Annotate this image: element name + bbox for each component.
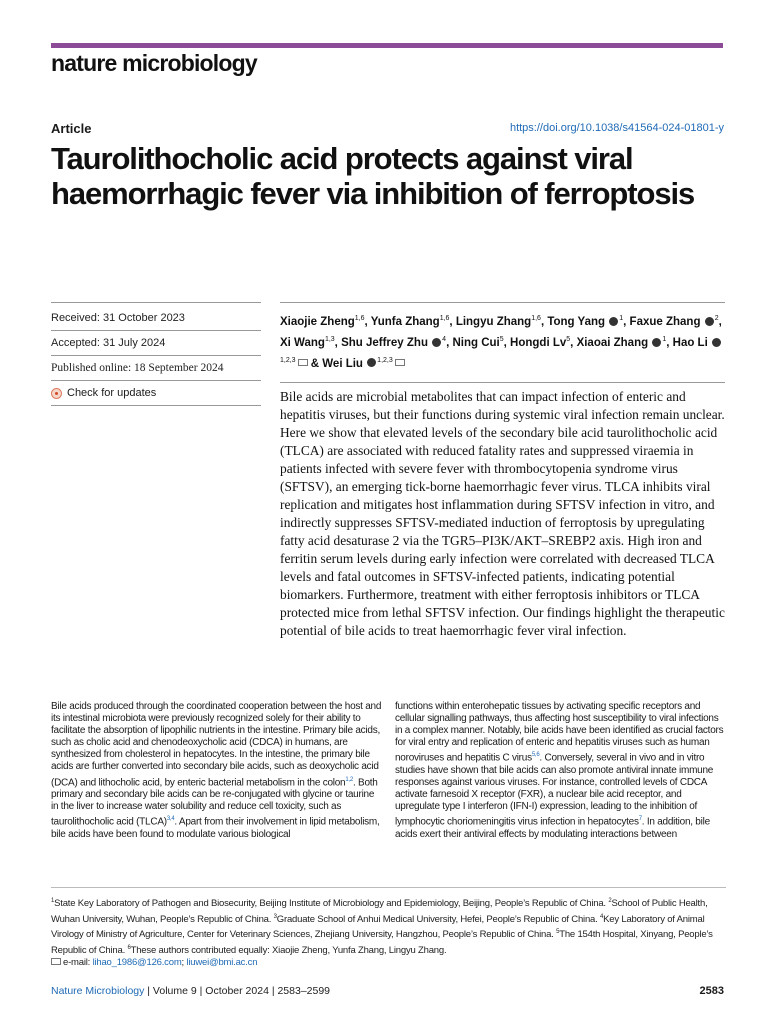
author-affil-sup: 1,6 (439, 315, 450, 322)
author-affil-sup: 1 (619, 315, 624, 322)
divider (51, 887, 726, 888)
footer-volume: | Volume 9 | October 2024 | 2583–2599 (144, 985, 331, 997)
divider (51, 355, 261, 356)
author-name[interactable]: Xiaojie Zheng (280, 315, 355, 328)
author-name[interactable]: Xiaoai Zhang (576, 336, 649, 349)
received-date: Received: 31 October 2023 (51, 312, 185, 324)
author-name[interactable]: Shu Jeffrey Zhu (341, 336, 428, 349)
orcid-icon[interactable] (705, 317, 714, 326)
affil-text: Key Laboratory of Animal Virology of Ministry of Agriculture, Center for Veterinary Sciences, Zhejiang University, Hangzhou, People’s Republic of China. (51, 913, 705, 941)
published-date: Published online: 18 September 2024 (51, 362, 224, 374)
divider (280, 382, 725, 383)
affil-text: State Key Laboratory of Pathogen and Biosecurity, Beijing Institute of Microbiology and Epidemiology, Beijing, People’s Republic of China. (54, 898, 606, 910)
citation-ref[interactable]: 1,2 (345, 776, 353, 783)
author-name[interactable]: Tong Yang (547, 315, 606, 328)
body-text: functions within enterohepatic tissues by activating specific receptors and cellular signalling pathways, thus affecting host susceptibility to viral infections in a complex manner. Notably, bile acids have been identified as crucial factors for viral entry and replication of enteric and hepatitis viruses such as human noroviruses and hepatitis C virus (395, 701, 724, 764)
citation-ref[interactable]: 7 (638, 816, 642, 823)
author-name[interactable]: Hao Li (672, 336, 708, 349)
affil-text: The 154th Hospital, Xinyang, People’s Republic of China. (51, 929, 713, 956)
author-name[interactable]: Faxue Zhang (629, 315, 701, 328)
article-title: Taurolithocholic acid protects against viral haemorrhagic fever via inhibition of ferroptosis (51, 141, 695, 211)
check-updates-button[interactable] (51, 387, 156, 399)
affil-number: 1 (51, 898, 55, 904)
author-affil-sup: 5 (566, 335, 571, 343)
divider (51, 330, 261, 331)
author-name[interactable]: Lingyu Zhang (455, 315, 532, 328)
journal-name: nature microbiology (51, 50, 257, 76)
affil-number: 6 (127, 944, 131, 951)
orcid-icon[interactable] (609, 317, 618, 326)
citation-ref[interactable]: 5,6 (531, 752, 540, 759)
citation-ref[interactable]: 3,4 (166, 816, 175, 823)
email-link[interactable]: liuwei@bmi.ac.cn (186, 957, 258, 969)
body-text: . Conversely, several in vivo and in vitro studies have shown that bile acids can also promote antiviral innate immune responses against various viruses. For instance, controlled levels of CDCA activate farnesoid X receptor (FXR), a nuclear bile acid receptor, and upregulate type I interferon (IFN-I) expression, leading to the inhibition of lymphocytic choriomeningitis virus infection in hepatocytes (395, 752, 714, 828)
page-number: 2583 (699, 985, 724, 997)
body-text: . Both primary and secondary bile acids can be re-conjugated with glycine or taurine in the liver to increase water solubility and reduce cell toxicity, such as taurolithocholic acid (TLCA) (51, 776, 378, 828)
footer-citation (51, 985, 330, 997)
divider (280, 302, 725, 303)
abstract: Bile acids are microbial metabolites that can impact infection of enteric and hepatitis viruses, but their functions during systemic viral infection remain unclear. Here we show that elevated levels of the secondary bile acid taurolithocholic acid (TLCA) are associated with reduced fatality rates and suppressed viraemia in patients infected with severe fever with thrombocytopenia syndrome virus (SFTSV), an emerging tick-borne haemorrhagic fever virus. TLCA inhibits viral replication and mitigates host inflammation during SFTSV infection in vitro, and indirectly suppresses SFTSV-mediated induction of ferroptosis by upregulating fatty acid desaturase 2 via the TGR5–PI3K/AKT–SREBP2 axis. High iron and ferritin serum levels during early infection were correlated with decreased TLCA levels and fatal outcomes in SFTSV-infected patients, indicating potential biomarkers. Furthermore, treatment with either ferroptosis inhibitors or TLCA protected mice from lethal SFTSV infection. Our findings highlight the therapeutic potential of bile acids to treat haemorrhagic fever viral infection. (280, 389, 725, 638)
author-name[interactable]: Yunfa Zhang (370, 315, 440, 328)
divider (51, 380, 261, 381)
article-type: Article (51, 121, 92, 136)
author-name[interactable]: Ning Cui (452, 336, 500, 349)
body-text: . Apart from their involvement in lipid metabolism, bile acids have been found to modulate various biological (51, 816, 380, 840)
email-icon (51, 958, 61, 965)
check-updates-label: Check for updates (67, 387, 157, 399)
author-affil-sup: 1,6 (354, 315, 365, 322)
email-link[interactable]: lihao_1986@126.com (92, 957, 182, 969)
author-list: Xiaojie Zheng$^{1,6}$, Yunfa Zhang$^{1,6}$, Lingyu Zhang$^{1,6}$, Tong Yang $^1$, Faxue Zhang $^2$, Xi Wang$^{1,3}$, Shu Jeffrey Zhu $^4$, Ning Cui$^5$, Hongdi Lv$^5$, Xiaoai Zhang $^1$, Hao Li $^{1,2,3}$ & Wei Liu $^{1,2,3}$ (280, 315, 722, 370)
accepted-date: Accepted: 31 July 2024 (51, 337, 166, 349)
body-text: Bile acids produced through the coordinated cooperation between the host and its intestinal microbiota were previously recognized solely for their ability to facilitate the absorption of lipophilic nutrients in the intestine. Primary bile acids, such as cholic acid and chenodeoxycholic acid (CDCA) in humans, are synthesized from cholesterol in hepatocytes. In the intestine, the primary bile acids are further converted into secondary bile acids, such as deoxycholic acid (DCA) and lithocholic acid, by enteric bacterial metabolism in the colon (51, 701, 382, 788)
affil-text: These authors contributed equally: Xiaojie Zheng, Yunfa Zhang, Lingyu Zhang. (130, 944, 447, 956)
check-updates-icon (51, 388, 62, 399)
author-affil-sup: 2 (714, 315, 719, 322)
affil-text: Graduate School of Anhui Medical University, Hefei, People’s Republic of China. (276, 913, 598, 925)
email-label: e-mail: (63, 957, 91, 969)
affil-number: 5 (556, 929, 560, 936)
author-affil-sup: 1,3 (324, 335, 335, 343)
author-name[interactable]: Hongdi Lv (510, 336, 567, 349)
author-name[interactable]: Xi Wang (280, 336, 325, 349)
divider (51, 405, 261, 406)
header-accent-bar (51, 43, 723, 48)
doi-link[interactable]: https://doi.org/10.1038/s41564-024-01801-y (509, 122, 724, 134)
affiliations: $^1$State Key Laboratory of Pathogen and Biosecurity, Beijing Institute of Microbiology and Epidemiology, Beijing, People’s Republic of China. $^2$School of Public Health, Wuhan University, Wuhan, People’s Republic of China. $^3$Graduate School of Anhui Medical University, Hefei, People’s Republic of China. $^4$Key Laboratory of Animal Virology of Ministry of Agriculture, Center for Veterinary Sciences, Zhejiang University, Hangzhou, People’s Republic of China. $^5$The 154th Hospital, Xinyang, People’s Republic of China. $^6$These authors contributed equally: Xiaojie Zheng, Yunfa Zhang, Lingyu Zhang. e-mail: lihao_1986@126.com; liuwei@bmi.ac.cn (51, 898, 713, 969)
body-column-left (51, 701, 382, 841)
orcid-icon[interactable] (432, 338, 441, 347)
author-affil-sup: 1,2,3 (280, 356, 296, 364)
body-text: . In addition, bile acids exert their antiviral effects by modulating interactions between (395, 816, 710, 840)
author-name[interactable]: & Wei Liu (310, 357, 363, 370)
author-affil-sup: 1,2,3 (377, 356, 393, 364)
orcid-icon[interactable] (367, 358, 376, 367)
email-icon[interactable] (298, 359, 308, 366)
author-affil-sup: 5 (499, 335, 504, 343)
author-affil-sup: 1 (662, 335, 667, 343)
divider (51, 302, 261, 303)
author-affil-sup: 1,6 (531, 315, 541, 322)
body-column-right (395, 701, 725, 841)
affil-number: 4 (600, 913, 604, 920)
footer-journal[interactable]: Nature Microbiology (51, 985, 145, 997)
author-affil-sup: 4 (442, 335, 447, 343)
orcid-icon[interactable] (712, 338, 721, 347)
affil-text: School of Public Health, Wuhan University, Wuhan, People’s Republic of China. (51, 898, 708, 925)
affil-number: 2 (608, 898, 612, 904)
affil-number: 3 (273, 913, 277, 920)
email-icon[interactable] (395, 359, 405, 366)
orcid-icon[interactable] (652, 338, 661, 347)
